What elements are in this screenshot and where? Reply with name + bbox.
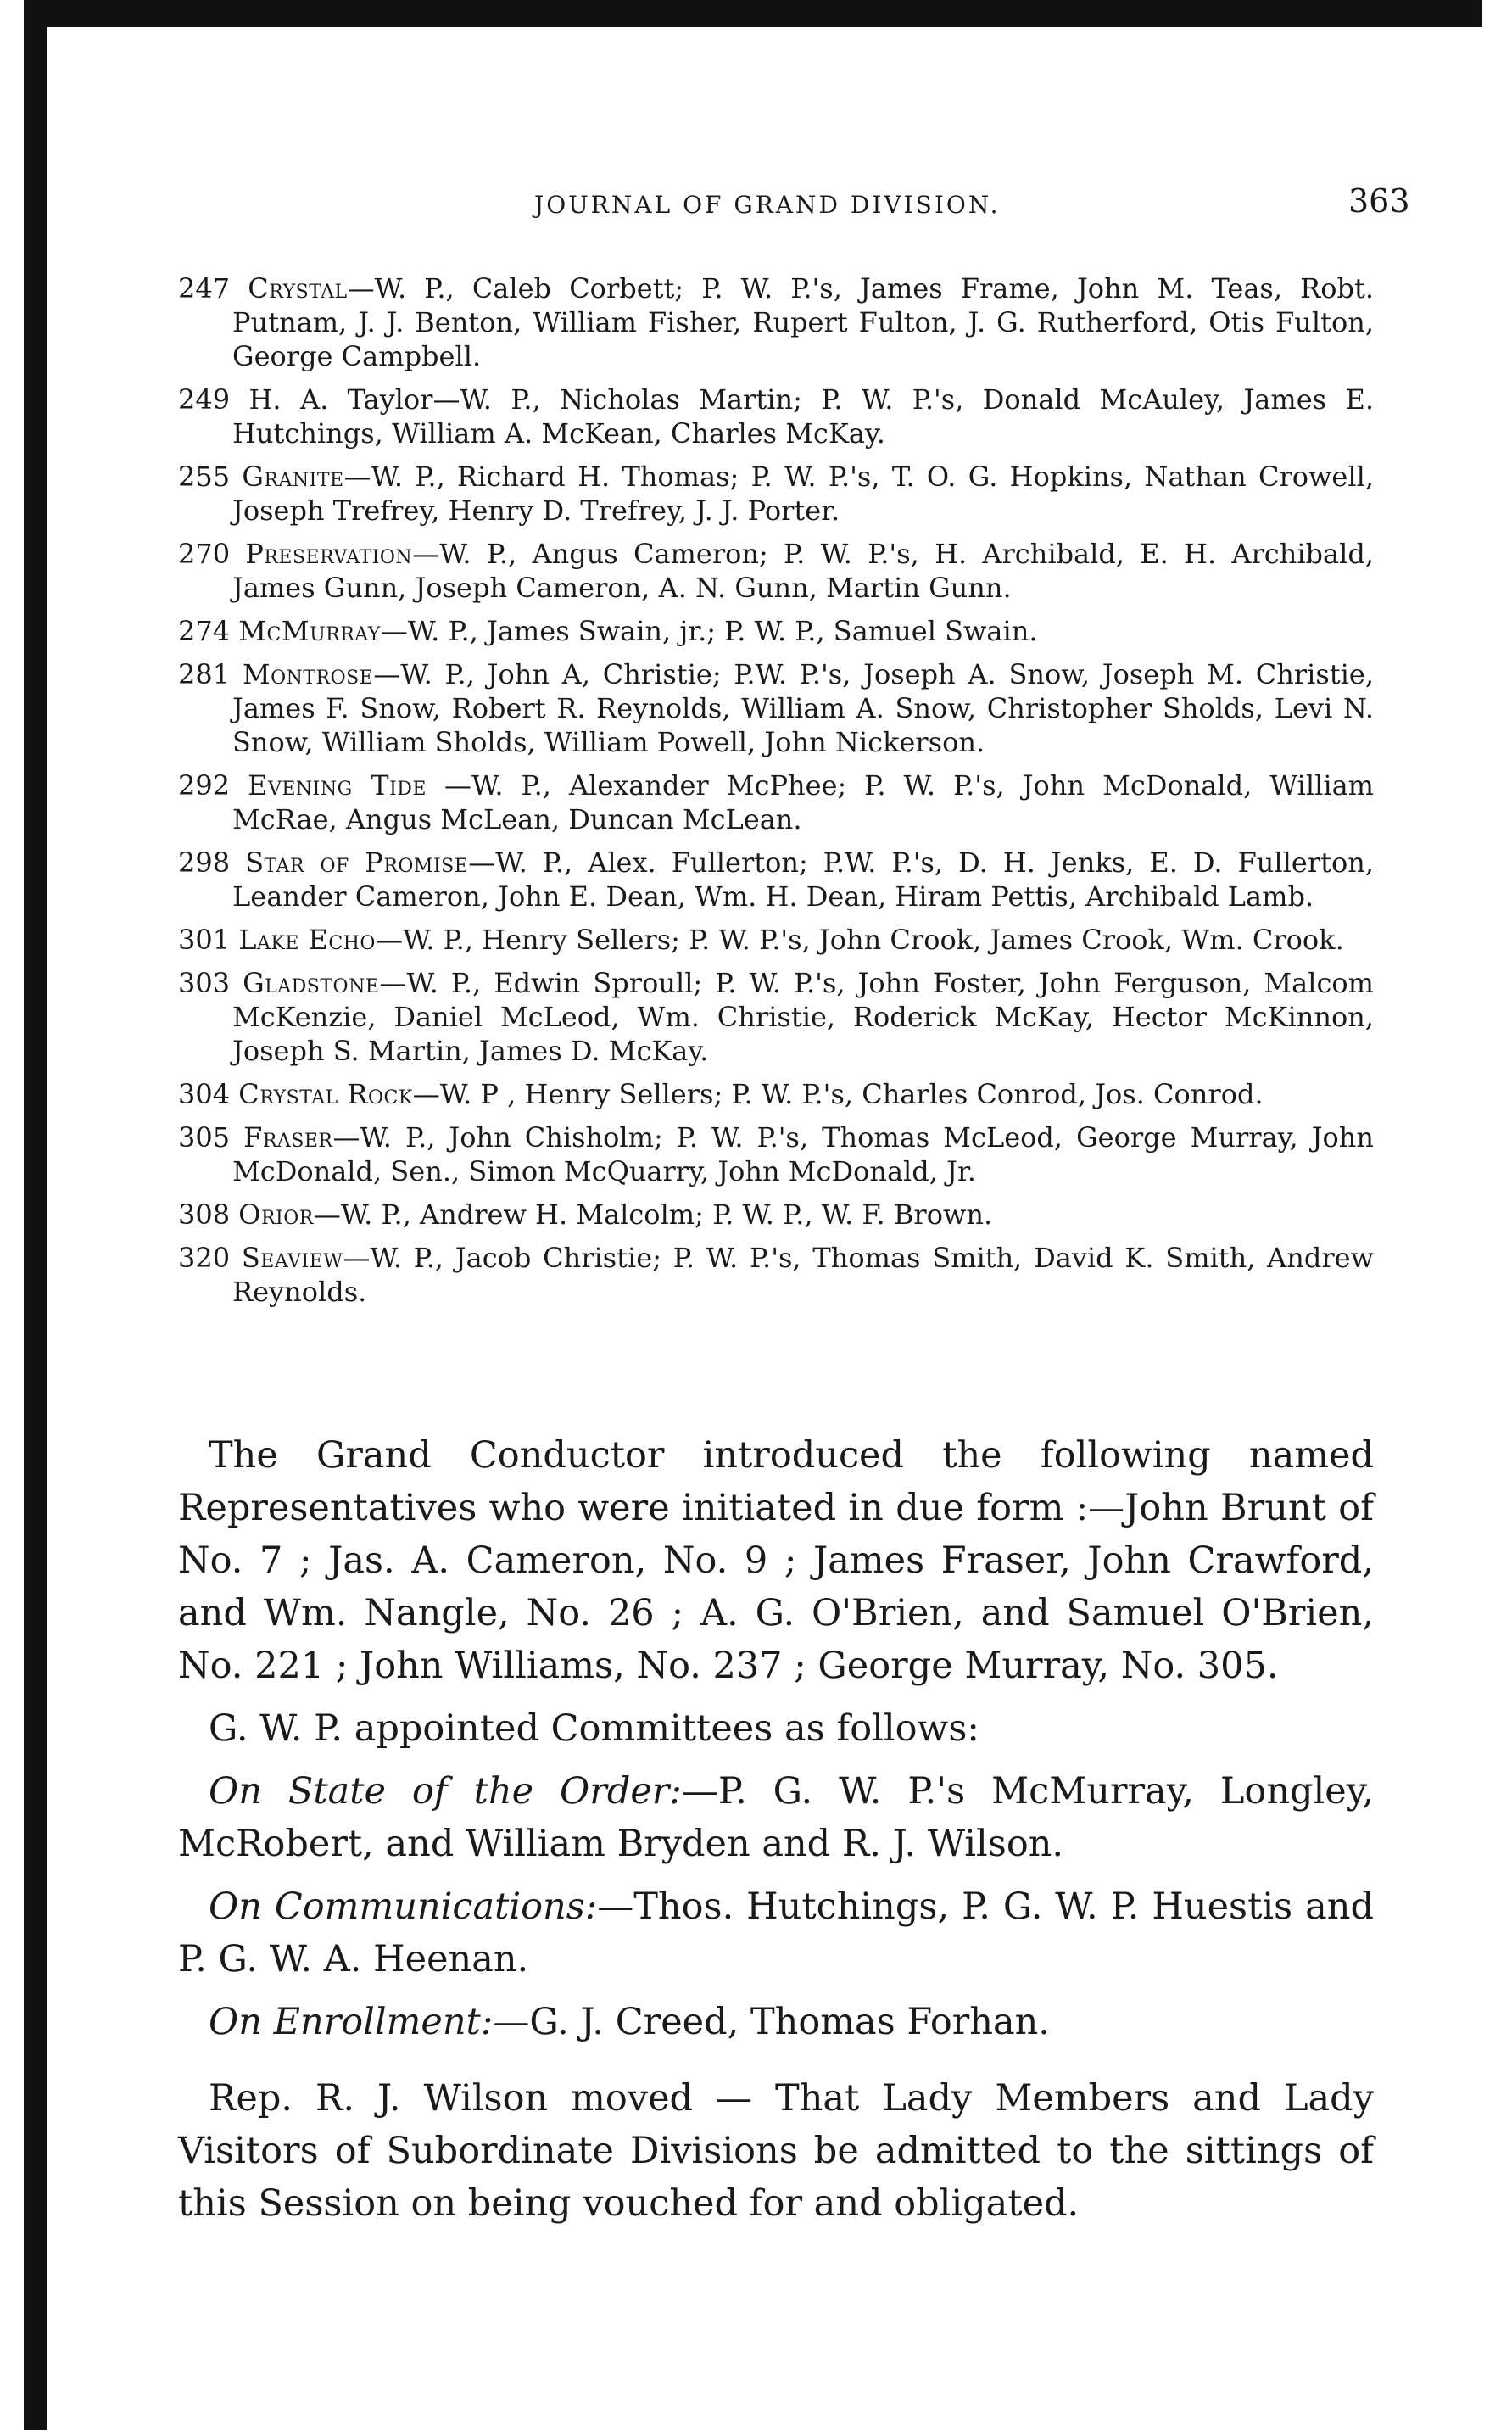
officer-names: —W. P., James Swain, jr.; P. W. P., Samuel Swain. bbox=[380, 615, 1038, 647]
list-item bbox=[178, 271, 1374, 373]
page-number: 363 bbox=[1348, 182, 1410, 220]
list-item bbox=[178, 1198, 1374, 1232]
list-item bbox=[178, 768, 1374, 836]
committees-intro: G. W. P. appointed Committees as follows: bbox=[209, 1707, 979, 1750]
committee-state-of-order bbox=[178, 1765, 1374, 1870]
division-officer-list bbox=[178, 271, 1374, 1318]
committee-label: On Enrollment: bbox=[209, 2001, 494, 2043]
list-item bbox=[178, 1120, 1374, 1188]
division-name: Seaview bbox=[241, 1242, 343, 1274]
division-number: 249 bbox=[178, 383, 231, 416]
committee-members: —G. J. Creed, Thomas Forhan. bbox=[493, 2001, 1050, 2043]
division-number: 305 bbox=[178, 1121, 231, 1154]
committee-members: —Thos. Hutchings, P. G. W. P. Huestis and P. G. W. A. Heenan. bbox=[178, 1885, 1375, 1980]
officer-names: —W. P., Angus Cameron; P. W. P.'s, H. Archibald, E. H. Archibald, James Gunn, Joseph Cameron, A. N. Gunn, Martin Gunn. bbox=[232, 538, 1374, 604]
list-item bbox=[178, 383, 1374, 450]
officer-names: —W. P., Alexander McPhee; P. W. P.'s, John McDonald, William McRae, Angus McLean, Duncan McLean. bbox=[232, 769, 1375, 835]
officer-names: —W. P., John Chisholm; P. W. P.'s, Thomas McLeod, George Murray, John McDonald, Sen., Simon McQuarry, John McDonald, Jr. bbox=[232, 1121, 1375, 1187]
officer-names: —W. P., Alex. Fullerton; P.W. P.'s, D. H. Jenks, E. D. Fullerton, Leander Cameron, John E. Dean, Wm. H. Dean, Hiram Pettis, Archibald Lamb. bbox=[232, 846, 1375, 913]
list-item bbox=[178, 923, 1374, 957]
page-header bbox=[102, 182, 1410, 233]
list-item bbox=[178, 966, 1374, 1068]
officer-names: —W. P , Henry Sellers; P. W. P.'s, Charles Conrod, Jos. Conrod. bbox=[412, 1078, 1264, 1110]
committee-enrollment bbox=[178, 1996, 1374, 2048]
division-number: 255 bbox=[178, 461, 231, 493]
division-number: 270 bbox=[178, 538, 231, 570]
committee-members: —P. G. W. P.'s McMurray, Longley, McRobert, and William Bryden and R. J. Wilson. bbox=[178, 1770, 1374, 1865]
officer-names: —W. P., Nicholas Martin; P. W. P.'s, Donald McAuley, James E. Hutchings, William A. McKean, Charles McKay. bbox=[232, 383, 1375, 450]
division-name: Fraser bbox=[243, 1121, 333, 1154]
division-name: Crystal Rock bbox=[238, 1078, 413, 1110]
list-item bbox=[178, 846, 1374, 913]
division-name: Preservation bbox=[245, 538, 413, 570]
division-name: Granite bbox=[242, 461, 344, 493]
officer-names: —W. P., John A, Christie; P.W. P.'s, Joseph A. Snow, Joseph M. Christie, James F. Snow, Robert R. Reynolds, William A. Snow, Christopher Sholds, Levi N. Snow, William Sholds, William Powell, John Nickerson. bbox=[232, 658, 1375, 758]
list-item bbox=[178, 657, 1374, 759]
officer-names: —W. P., Henry Sellers; P. W. P.'s, John Crook, James Crook, Wm. Crook. bbox=[375, 924, 1344, 956]
list-item bbox=[178, 614, 1374, 648]
division-name: Gladstone bbox=[243, 967, 380, 999]
division-number: 298 bbox=[178, 846, 231, 879]
scan-top-edge bbox=[24, 0, 1482, 27]
division-number: 281 bbox=[178, 658, 231, 690]
division-number: 274 bbox=[178, 615, 231, 647]
motion-paragraph: Rep. R. J. Wilson moved — That Lady Members and Lady Visitors of Subordinate Divisions be admitted to the sittings of this Session on being vouched for and obligated. bbox=[178, 2077, 1374, 2225]
committee-label: On State of the Order: bbox=[209, 1770, 682, 1813]
list-item bbox=[178, 537, 1374, 605]
committee-label: On Communications: bbox=[209, 1885, 598, 1928]
list-item bbox=[178, 1241, 1374, 1309]
list-item bbox=[178, 460, 1374, 528]
division-number: 303 bbox=[178, 967, 231, 999]
division-name: Orior bbox=[238, 1198, 314, 1231]
committee-communications bbox=[178, 1880, 1374, 1986]
division-name: H. A. Taylor bbox=[248, 383, 433, 416]
division-number: 308 bbox=[178, 1198, 231, 1231]
proceedings-text bbox=[178, 1429, 1374, 2240]
running-head: JOURNAL OF GRAND DIVISION. bbox=[534, 191, 1001, 219]
officer-names: —W. P., Andrew H. Malcolm; P. W. P., W. F. Brown. bbox=[313, 1198, 993, 1231]
division-name: Montrose bbox=[242, 658, 374, 690]
officer-names: —W. P., Caleb Corbett; P. W. P.'s, James Frame, John M. Teas, Robt. Putnam, J. J. Benton, William Fisher, Rupert Fulton, J. G. Rutherford, Otis Fulton, George Campbell. bbox=[232, 272, 1375, 372]
officer-names: —W. P., Richard H. Thomas; P. W. P.'s, T. O. G. Hopkins, Nathan Crowell, Joseph Trefrey, Henry D. Trefrey, J. J. Porter. bbox=[232, 461, 1375, 527]
division-number: 292 bbox=[178, 769, 231, 802]
division-number: 320 bbox=[178, 1242, 231, 1274]
division-name: Evening Tide bbox=[248, 769, 427, 802]
list-item bbox=[178, 1077, 1374, 1111]
division-number: 247 bbox=[178, 272, 231, 304]
scan-left-edge bbox=[24, 25, 47, 2430]
division-name: Lake Echo bbox=[238, 924, 376, 956]
officer-names: —W. P., Jacob Christie; P. W. P.'s, Thomas Smith, David K. Smith, Andrew Reynolds. bbox=[232, 1242, 1375, 1308]
division-number: 301 bbox=[178, 924, 231, 956]
officer-names: —W. P., Edwin Sproull; P. W. P.'s, John Foster, John Ferguson, Malcom McKenzie, Daniel McLeod, Wm. Christie, Roderick McKay, Hector McKinnon, Joseph S. Martin, James D. McKay. bbox=[232, 967, 1374, 1067]
division-name: McMurray bbox=[238, 615, 381, 647]
representatives-paragraph: The Grand Conductor introduced the following named Representatives who were initiated in due form :—John Brunt of No. 7 ; Jas. A. Cameron, No. 9 ; James Fraser, John Crawford, and Wm. Nangle, No. 26 ; A. G. O'Brien, and Samuel O'Brien, No. 221 ; John Williams, No. 237 ; George Murray, No. 305. bbox=[178, 1434, 1374, 1687]
division-name: Crystal bbox=[248, 272, 348, 304]
division-number: 304 bbox=[178, 1078, 231, 1110]
division-name: Star of Promise bbox=[245, 846, 469, 879]
